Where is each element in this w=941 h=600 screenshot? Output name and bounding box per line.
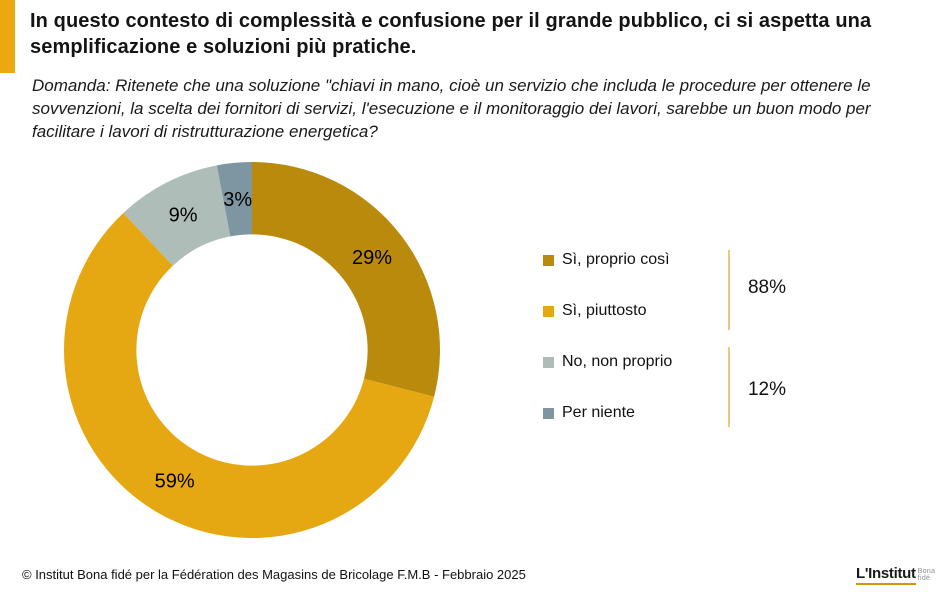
legend-swatch-sage-gray bbox=[543, 357, 554, 368]
group-total-yes: 88% bbox=[747, 277, 787, 298]
institut-bona-fide-logo bbox=[856, 566, 941, 585]
donut-chart-svg bbox=[52, 150, 452, 550]
logo-sub-text: Bona fidé bbox=[917, 568, 936, 582]
donut-slice-label-0: 29% bbox=[351, 247, 393, 269]
legend-swatch-gold bbox=[543, 306, 554, 317]
legend-label: Sì, piuttosto bbox=[562, 302, 647, 319]
chart-legend bbox=[543, 251, 672, 455]
legend-item-si-proprio-cosi bbox=[543, 251, 672, 269]
donut-chart bbox=[52, 150, 452, 550]
copyright-credit: © Institut Bona fidé per la Fédération des Magasins de Bricolage F.M.B - Febbraio 2025 bbox=[22, 567, 526, 582]
donut-slice-label-3: 3% bbox=[223, 188, 253, 211]
donut-slice-label-1: 59% bbox=[154, 470, 195, 493]
group-bracket-no bbox=[728, 347, 730, 427]
legend-item-per-niente bbox=[543, 404, 672, 422]
group-total-no: 12% bbox=[747, 379, 787, 400]
legend-item-si-piuttosto bbox=[543, 302, 672, 320]
survey-question: Domanda: Ritenete che una soluzione "chiavi in mano, cioè un servizio che includa le procedure per ottenere le sovvenzioni, la scelta dei fornitori di servizi, l'esecuzione e il monitoraggio dei lavori, sarebbe un buon modo per facilitare i lavori di ristrutturazione energetica? bbox=[32, 76, 871, 141]
legend-label: Sì, proprio così bbox=[562, 251, 670, 268]
legend-item-no-non-proprio bbox=[543, 353, 672, 371]
donut-slice-label-2: 9% bbox=[168, 204, 198, 227]
title-accent-bar bbox=[0, 0, 15, 73]
page-title: In questo contesto di complessità e confusione per il grande pubblico, ci si aspetta una semplificazione e soluzioni più pratiche. bbox=[30, 10, 872, 58]
logo-main-text: L'Institut bbox=[856, 566, 916, 585]
donut-slice-0 bbox=[252, 162, 440, 397]
legend-label: Per niente bbox=[562, 404, 635, 421]
legend-label: No, non proprio bbox=[562, 353, 673, 370]
legend-swatch-blue-gray bbox=[543, 408, 554, 419]
legend-swatch-dark-gold bbox=[543, 255, 554, 266]
group-bracket-yes bbox=[728, 250, 730, 330]
